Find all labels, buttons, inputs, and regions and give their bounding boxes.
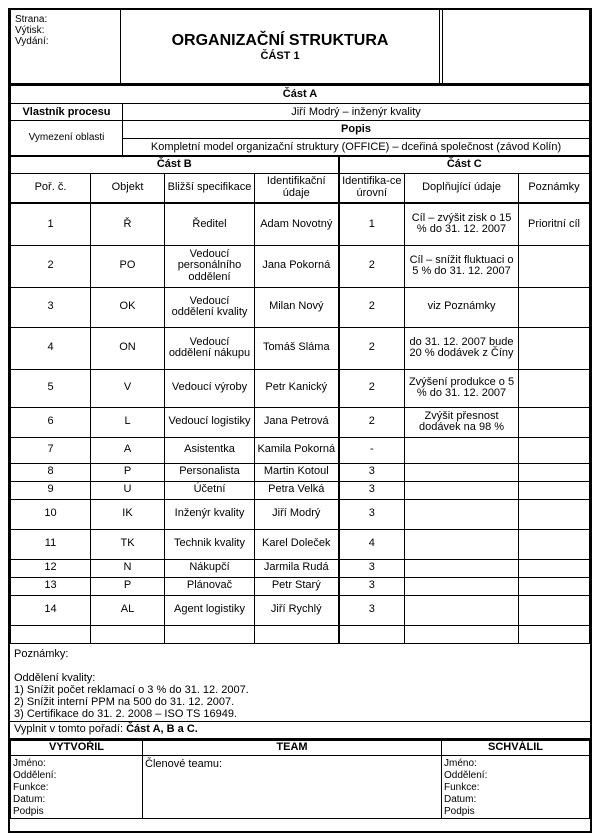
row-specification: Plánovač: [165, 577, 255, 595]
table-row: [11, 529, 590, 559]
row-specification: Inženýr kvality: [165, 499, 255, 529]
row-number: 1: [11, 203, 91, 245]
row-note: [519, 407, 590, 437]
row-additional-info: [405, 529, 519, 559]
row-object: Ř: [91, 203, 165, 245]
row-object: AL: [91, 595, 165, 625]
row-note: [519, 369, 590, 407]
name-field: Jméno:: [13, 758, 46, 769]
row-identification: Jarmila Rudá: [255, 559, 339, 577]
part-a-heading: Část A: [11, 85, 590, 103]
table-row: [11, 499, 590, 529]
name-field: Jméno:: [444, 758, 477, 769]
row-additional-info: [405, 463, 519, 481]
table-row: [11, 245, 590, 287]
note-item: 3) Certifikace do 31. 2. 2008 – ISO TS 16949.: [14, 707, 237, 720]
row-additional-info: [405, 577, 519, 595]
row-level: -: [339, 437, 405, 463]
document-meta: [11, 10, 121, 84]
part-b-heading: Část B: [11, 156, 339, 173]
row-additional-info: [405, 559, 519, 577]
row-identification: Tomáš Sláma: [255, 327, 339, 369]
table-row: [11, 369, 590, 407]
table-row: [11, 287, 590, 327]
note-item: 2) Snížit interní PPM na 500 do 31. 12. 2007.: [14, 695, 235, 708]
created-by-fields: [11, 756, 143, 819]
row-identification: Karel Doleček: [255, 529, 339, 559]
row-number: 5: [11, 369, 91, 407]
row-additional-info: [405, 595, 519, 625]
notes-heading: Oddělení kvality:: [14, 671, 96, 684]
fill-order: [10, 721, 590, 735]
table-row: [11, 595, 590, 625]
table-row: [11, 577, 590, 595]
table-body: [11, 203, 590, 643]
row-object: P: [91, 577, 165, 595]
table-row: [11, 463, 590, 481]
table-row: [11, 437, 590, 463]
row-note: [519, 245, 590, 287]
row-identification: Martin Kotoul: [255, 463, 339, 481]
row-specification: Účetní: [165, 481, 255, 499]
row-specification: Technik kvality: [165, 529, 255, 559]
date-field: Datum:: [13, 794, 46, 805]
empty-cell: [255, 625, 339, 643]
function-field: Funkce:: [444, 782, 480, 793]
copy-field: Výtisk:: [15, 25, 45, 36]
row-number: 6: [11, 407, 91, 437]
row-number: 8: [11, 463, 91, 481]
row-additional-info: [405, 499, 519, 529]
table-row: [11, 203, 590, 245]
organization-table: [10, 156, 590, 644]
table-row: [11, 327, 590, 369]
row-specification: Vedoucí personálního oddělení: [165, 245, 255, 287]
approved-by-fields: [442, 756, 590, 819]
process-owner-value: Jiří Modrý – inženýr kvality: [123, 103, 590, 120]
row-level: 2: [339, 407, 405, 437]
row-identification: Kamila Pokorná: [255, 437, 339, 463]
issue-field: Vydání:: [15, 36, 49, 47]
row-number: 3: [11, 287, 91, 327]
row-level: 1: [339, 203, 405, 245]
row-specification: Vedoucí výroby: [165, 369, 255, 407]
row-additional-info: viz Poznámky: [405, 287, 519, 327]
row-level: 2: [339, 369, 405, 407]
process-owner-label: Vlastník procesu: [11, 103, 123, 120]
row-identification: Jana Pokorná: [255, 245, 339, 287]
department-field: Oddělení:: [13, 770, 57, 781]
row-number: 13: [11, 577, 91, 595]
row-level: 2: [339, 245, 405, 287]
column-header: Poř. č.: [11, 173, 91, 203]
row-object: N: [91, 559, 165, 577]
row-identification: Jana Petrová: [255, 407, 339, 437]
department-field: Oddělení:: [444, 770, 488, 781]
row-note: [519, 287, 590, 327]
row-additional-info: [405, 481, 519, 499]
column-header: Poznámky: [519, 173, 590, 203]
column-header: Identifikační údaje: [255, 173, 339, 203]
row-object: V: [91, 369, 165, 407]
column-header: Doplňující údaje: [405, 173, 519, 203]
notes-section: [10, 644, 590, 739]
row-specification: Personalista: [165, 463, 255, 481]
row-identification: Petr Starý: [255, 577, 339, 595]
row-identification: Adam Novotný: [255, 203, 339, 245]
column-header: Objekt: [91, 173, 165, 203]
row-object: U: [91, 481, 165, 499]
organization-form: [8, 8, 592, 833]
row-additional-info: [405, 437, 519, 463]
table-row-empty: [11, 625, 590, 643]
created-by-heading: VYTVOŘIL: [11, 740, 143, 756]
scope-label: Vymezení oblasti: [11, 120, 123, 155]
row-object: A: [91, 437, 165, 463]
row-level: 3: [339, 481, 405, 499]
row-level: 3: [339, 463, 405, 481]
row-number: 12: [11, 559, 91, 577]
row-number: 2: [11, 245, 91, 287]
row-level: 3: [339, 559, 405, 577]
row-identification: Jiří Rychlý: [255, 595, 339, 625]
row-identification: Jiří Modrý: [255, 499, 339, 529]
row-level: 3: [339, 595, 405, 625]
row-additional-info: Zvýšit přesnost dodávek na 98 %: [405, 407, 519, 437]
row-object: ON: [91, 327, 165, 369]
empty-cell: [11, 625, 91, 643]
row-note: [519, 481, 590, 499]
empty-cell: [165, 625, 255, 643]
table-row: [11, 559, 590, 577]
column-header: Identifika-ce úrovní: [339, 173, 405, 203]
row-note: [519, 577, 590, 595]
table-row: [11, 407, 590, 437]
row-number: 10: [11, 499, 91, 529]
empty-cell: [91, 625, 165, 643]
row-level: 3: [339, 499, 405, 529]
row-specification: Agent logistiky: [165, 595, 255, 625]
row-level: 2: [339, 327, 405, 369]
team-members-field: [143, 756, 442, 819]
row-level: 2: [339, 287, 405, 327]
row-object: PO: [91, 245, 165, 287]
row-number: 11: [11, 529, 91, 559]
row-identification: Milan Nový: [255, 287, 339, 327]
row-specification: Vedoucí logistiky: [165, 407, 255, 437]
row-specification: Ředitel: [165, 203, 255, 245]
row-additional-info: Zvýšení produkce o 5 % do 31. 12. 2007: [405, 369, 519, 407]
row-additional-info: do 31. 12. 2007 bude 20 % dodávek z Číny: [405, 327, 519, 369]
row-identification: Petr Kanický: [255, 369, 339, 407]
row-object: TK: [91, 529, 165, 559]
column-header: Bližší specifikace: [165, 173, 255, 203]
row-specification: Nákupčí: [165, 559, 255, 577]
row-object: L: [91, 407, 165, 437]
empty-cell: [339, 625, 405, 643]
row-note: [519, 463, 590, 481]
table-row: [11, 481, 590, 499]
team-members-label: Členové teamu:: [145, 758, 223, 770]
row-number: 4: [11, 327, 91, 369]
row-level: 4: [339, 529, 405, 559]
function-field: Funkce:: [13, 782, 49, 793]
signature-field: Podpis: [444, 806, 475, 817]
part-c-heading: Část C: [339, 156, 590, 173]
row-level: 3: [339, 577, 405, 595]
empty-cell: [519, 625, 590, 643]
row-note: [519, 595, 590, 625]
row-number: 9: [11, 481, 91, 499]
header-empty-cell: [440, 10, 590, 84]
empty-cell: [405, 625, 519, 643]
row-note: [519, 327, 590, 369]
signature-field: Podpis: [13, 806, 44, 817]
description-value: Kompletní model organizační struktury (OFFICE) – dceřiná společnost (závod Kolín): [123, 138, 590, 155]
description-label: Popis: [123, 120, 590, 138]
row-note: [519, 437, 590, 463]
page-title: ORGANIZAČNÍ STRUKTURA: [171, 31, 389, 49]
notes-label: Poznámky:: [14, 647, 69, 660]
fill-order-parts: Část A, B a C.: [126, 722, 198, 735]
row-object: OK: [91, 287, 165, 327]
row-note: [519, 529, 590, 559]
row-note: Prioritní cíl: [519, 203, 590, 245]
row-note: [519, 499, 590, 529]
row-number: 14: [11, 595, 91, 625]
title-cell: [121, 10, 440, 84]
date-field: Datum:: [444, 794, 477, 805]
row-object: P: [91, 463, 165, 481]
row-specification: Vedoucí oddělení nákupu: [165, 327, 255, 369]
form-header: [10, 10, 590, 84]
row-additional-info: Cíl – snížit fluktuaci o 5 % do 31. 12. 2007: [405, 245, 519, 287]
note-item: 1) Snížit počet reklamací o 3 % do 31. 12. 2007.: [14, 683, 249, 696]
signature-section: [10, 739, 590, 820]
part-a-section: [10, 84, 590, 156]
page-subtitle: ČÁST 1: [260, 49, 300, 62]
fill-order-prefix: Vyplnit v tomto pořadí:: [14, 722, 127, 735]
page-field: Strana:: [15, 14, 48, 25]
row-note: [519, 559, 590, 577]
row-number: 7: [11, 437, 91, 463]
row-specification: Asistentka: [165, 437, 255, 463]
row-object: IK: [91, 499, 165, 529]
row-specification: Vedoucí oddělení kvality: [165, 287, 255, 327]
row-identification: Petra Velká: [255, 481, 339, 499]
row-additional-info: Cíl – zvýšit zisk o 15 % do 31. 12. 2007: [405, 203, 519, 245]
team-heading: TEAM: [143, 740, 442, 756]
approved-by-heading: SCHVÁLIL: [442, 740, 590, 756]
